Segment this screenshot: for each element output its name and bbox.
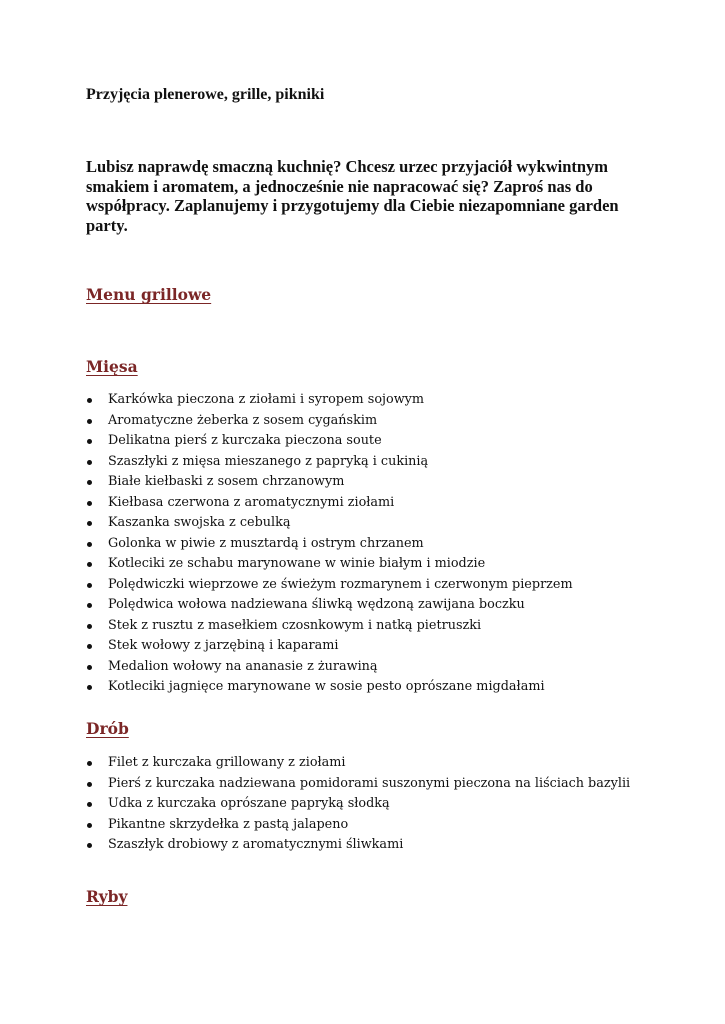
- list-item-text: Kotleciki ze schabu marynowane w winie białym i miodzie: [108, 556, 486, 571]
- list-item: [86, 677, 573, 698]
- list-item: [86, 657, 573, 678]
- list-item: [86, 794, 630, 815]
- list-item: [86, 411, 573, 432]
- list-item: [86, 616, 573, 637]
- bullet-icon: [87, 823, 92, 828]
- list-item: [86, 452, 573, 473]
- bullet-icon: [87, 624, 92, 629]
- document-title: Przyjęcia plenerowe, grille, pikniki: [86, 86, 325, 103]
- list-item: [86, 431, 573, 452]
- list-item-text: Udka z kurczaka oprószane papryką słodką: [108, 796, 390, 811]
- miesa-list: [86, 390, 573, 698]
- list-item-text: Polędwica wołowa nadziewana śliwką wędzoną zawijana boczku: [108, 597, 525, 612]
- bullet-icon: [87, 782, 92, 787]
- list-item-text: Pierś z kurczaka nadziewana pomidorami suszonymi pieczona na liściach bazylii: [108, 775, 631, 791]
- bullet-icon: [87, 665, 92, 670]
- list-item-text: Szaszłyki z mięsa mieszanego z papryką i cukinią: [108, 453, 429, 469]
- menu-heading: Menu grillowe: [86, 285, 212, 304]
- list-item: [86, 390, 573, 411]
- bullet-icon: [87, 761, 92, 766]
- bullet-icon: [87, 542, 92, 547]
- list-item: [86, 554, 573, 575]
- list-item-text: Karkówka pieczona z ziołami i syropem sojowym: [108, 392, 425, 407]
- bullet-icon: [87, 398, 92, 403]
- list-item-text: Medalion wołowy na ananasie z żurawiną: [108, 658, 378, 674]
- bullet-icon: [87, 480, 92, 485]
- bullet-icon: [87, 521, 92, 526]
- list-item: [86, 595, 573, 616]
- bullet-icon: [87, 843, 92, 848]
- list-item: [86, 774, 630, 795]
- bullet-icon: [87, 583, 92, 588]
- list-item-text: Stek wołowy z jarzębiną i kaparami: [108, 638, 339, 653]
- list-item-text: Szaszłyk drobiowy z aromatycznymi śliwkami: [108, 837, 404, 852]
- bullet-icon: [87, 501, 92, 506]
- bullet-icon: [87, 802, 92, 807]
- list-item: [86, 575, 573, 596]
- list-item-text: Golonka w piwie z musztardą i ostrym chrzanem: [108, 535, 424, 551]
- intro-paragraph: Lubisz naprawdę smaczną kuchnię? Chcesz urzec przyjaciół wykwintnym smakiem i aromatem, a jednocześnie nie napracować się? Zaproś nas do współpracy. Zaplanujemy i przygotujemy dla Ciebie niezapomniane garden party.: [86, 157, 619, 235]
- list-item: [86, 636, 573, 657]
- section-heading-miesa: Mięsa: [86, 357, 138, 376]
- list-item-text: Białe kiełbaski z sosem chrzanowym: [108, 474, 345, 489]
- bullet-icon: [87, 439, 92, 444]
- list-item-text: Stek z rusztu z masełkiem czosnkowym i natką pietruszki: [108, 617, 482, 633]
- bullet-icon: [87, 685, 92, 690]
- list-item-text: Aromatyczne żeberka z sosem cygańskim: [108, 412, 378, 428]
- list-item-text: Kaszanka swojska z cebulką: [108, 515, 291, 530]
- list-item-text: Polędwiczki wieprzowe ze świeżym rozmarynem i czerwonym pieprzem: [108, 576, 573, 592]
- list-item-text: Filet z kurczaka grillowany z ziołami: [108, 755, 346, 770]
- list-item: [86, 513, 573, 534]
- section-heading-drob: Drób: [86, 719, 129, 738]
- list-item-text: Kiełbasa czerwona z aromatycznymi ziołami: [108, 494, 395, 510]
- section-heading-ryby: Ryby: [86, 887, 128, 906]
- drob-list: [86, 753, 630, 856]
- list-item: [86, 753, 630, 774]
- bullet-icon: [87, 460, 92, 465]
- list-item: [86, 815, 630, 836]
- bullet-icon: [87, 562, 92, 567]
- list-item-text: Kotleciki jagnięce marynowane w sosie pesto oprószane migdałami: [108, 679, 545, 694]
- list-item-text: Pikantne skrzydełka z pastą jalapeno: [108, 816, 349, 832]
- bullet-icon: [87, 419, 92, 424]
- list-item: [86, 534, 573, 555]
- list-item: [86, 472, 573, 493]
- bullet-icon: [87, 644, 92, 649]
- list-item: [86, 835, 630, 856]
- list-item: [86, 493, 573, 514]
- bullet-icon: [87, 603, 92, 608]
- list-item-text: Delikatna pierś z kurczaka pieczona soute: [108, 433, 382, 448]
